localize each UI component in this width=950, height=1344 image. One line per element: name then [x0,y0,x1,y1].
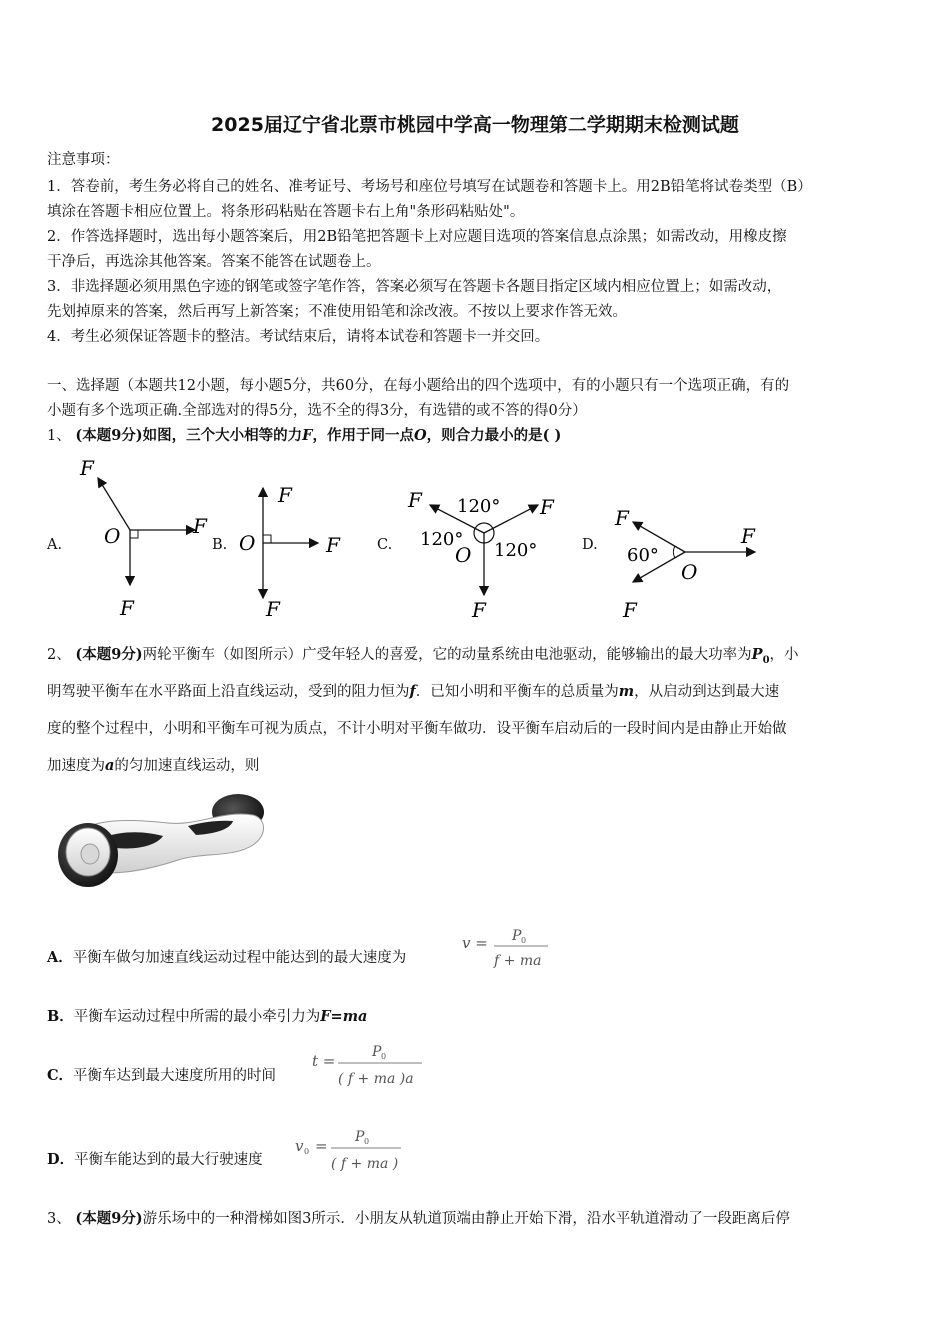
var-m: m [618,683,635,700]
question-text: ，小 [769,647,799,663]
force-label: F [326,533,340,557]
option-b[interactable] [47,1007,367,1027]
formula-option-c [310,1038,430,1090]
formula-num-sub: 0 [364,1137,370,1146]
formula-num-sub: 0 [521,936,527,945]
angle-label: 120° [420,529,464,550]
notice-line: 2．作答选择题时，选出每小题答案后，用2B铅笔把答题卡上对应题目选项的答案信息点涂黑；如需改动，用橡皮擦 [47,229,787,245]
option-label: A． [47,949,73,966]
force-label: F [193,514,207,538]
force-label: F [278,483,292,507]
question-2-stem-line [47,756,907,776]
question-text: 明驾驶平衡车在水平路面上沿直线运动，受到的阻力恒为 [47,684,410,700]
formula-den: ( f + ma )a [338,1071,414,1087]
notice-heading: 注意事项： [47,152,120,168]
question-score: (本题9分) [75,1210,143,1227]
notice-line: 先划掉原来的答案，然后再写上新答案；不准使用铅笔和涂改液。不按以上要求作答无效。 [47,304,627,320]
force-label: F [266,597,280,621]
var-P-sub: 0 [762,654,770,666]
figure-option-a [70,455,215,625]
formula-den: f + ma [494,953,542,969]
figure-option-b [230,480,350,625]
formula-option-a [460,920,555,972]
question-score: (本题9分) [75,646,143,663]
option-text: 平衡车能达到的最大行驶速度 [74,1152,263,1168]
force-label: F [120,596,134,620]
force-label: F [741,524,755,548]
figure-option-c [400,480,575,625]
var-a: a [105,757,115,774]
option-label: B． [47,1008,74,1025]
figure-option-d [605,495,775,625]
force-label: F [408,488,422,512]
question-2-stem-line: 度的整个过程中，小明和平衡车可视为质点，不计小明对平衡车做功．设平衡车启动后的一段时间内是由静止开始做 [47,721,787,737]
question-text: ，作用于同一点 [312,427,414,444]
force-label: F [472,598,486,622]
force-label: F [623,598,637,622]
question-text: 如图，三个大小相等的力 [142,427,303,444]
option-text: 平衡车达到最大速度所用的时间 [73,1068,277,1084]
option-d[interactable] [47,1150,263,1170]
option-a-label[interactable]: A. [47,537,63,553]
origin-label: O [104,524,121,548]
angle-label: 120° [457,496,501,517]
angle-label: 60° [627,545,659,566]
question-number: 1、 [47,428,71,444]
formula-eq: = [315,1137,328,1155]
option-text: 平衡车做匀加速直线运动过程中能达到的最大速度为 [72,950,407,966]
formula-lhs: v = [462,934,488,952]
notice-line: 干净后，再选涂其他答案。答案不能答在试题卷上。 [47,254,381,270]
question-2-stem-line [47,682,907,702]
question-text: 加速度为 [47,758,105,774]
option-b-label[interactable]: B. [212,537,228,553]
formula-num-sub: 0 [381,1052,387,1061]
formula-lhs-sub: 0 [304,1147,310,1156]
option-a[interactable] [47,948,406,968]
formula-num: P [372,1044,382,1060]
option-label: D． [47,1151,75,1168]
notice-line: 3．非选择题必须用黑色字迹的钢笔或签字笔作答，答案必须写在答题卡各题目指定区域内相应位置上；如需改动， [47,279,782,295]
hoverboard-image [48,790,273,895]
question-2-stem-line [47,645,907,671]
origin-label: O [455,543,472,567]
option-d-label[interactable]: D. [582,537,598,553]
formula-lhs: v [295,1137,304,1155]
option-c-label[interactable]: C. [377,537,393,553]
option-text: 平衡车运动过程中所需的最小牵引力为 [73,1009,321,1025]
notice-line: 1．答卷前，考生务必将自己的姓名、准考证号、考场号和座位号填写在试题卷和答题卡上。用2B铅笔将试卷类型（B） [47,179,812,195]
question-text: 游乐场中的一种滑梯如图3所示．小朋友从轨道顶端由静止开始下滑，沿水平轨道滑动了一段距离后停 [142,1211,790,1227]
formula-option-d [293,1123,413,1175]
var-f: f [409,683,416,700]
option-c[interactable] [47,1066,276,1086]
formula: F=ma [320,1008,368,1025]
notice-line: 4．考生必须保证答题卡的整洁。考试结束后，请将本试卷和答题卡一并交回。 [47,329,550,345]
var-P: P [751,646,763,663]
question-1-stem [47,426,907,446]
option-label: C． [47,1067,74,1084]
formula-num: P [355,1129,365,1145]
question-text: ，则合力最小的是( ) [426,427,562,444]
force-label: F [615,506,629,530]
formula-lhs: t = [312,1052,336,1070]
section-instruction: 一、选择题（本题共12小题，每小题5分，共60分，在每小题给出的四个选项中，有的小题只有一个选项正确，有的 [47,378,790,394]
question-text: ．已知小明和平衡车的总质量为 [415,684,619,700]
var-F: F [302,427,313,444]
question-text: 两轮平衡车（如图所示）广受年轻人的喜爱，它的动量系统由电池驱动，能够输出的最大功率为 [142,647,752,663]
section-instruction: 小题有多个选项正确.全部选对的得5分，选不全的得3分，有选错的或不答的得0分） [47,403,587,419]
origin-label: O [239,531,256,555]
question-number: 3、 [47,1211,71,1227]
question-text: ，从启动到达到最大速 [634,684,780,700]
question-number: 2、 [47,647,71,663]
formula-num: P [512,928,522,944]
question-score: (本题9分) [75,427,143,444]
question-text: 的匀加速直线运动，则 [114,758,260,774]
force-label: F [80,456,94,480]
formula-den: ( f + ma ) [331,1156,399,1172]
var-O: O [413,427,427,444]
question-3-stem [47,1209,907,1229]
notice-line: 填涂在答题卡相应位置上。将条形码粘贴在答题卡右上角"条形码粘贴处"。 [47,204,525,220]
force-label: F [540,495,554,519]
origin-label: O [681,560,698,584]
angle-label: 120° [494,540,538,561]
page-title: 2025届辽宁省北票市桃园中学高一物理第二学期期末检测试题 [211,114,739,136]
